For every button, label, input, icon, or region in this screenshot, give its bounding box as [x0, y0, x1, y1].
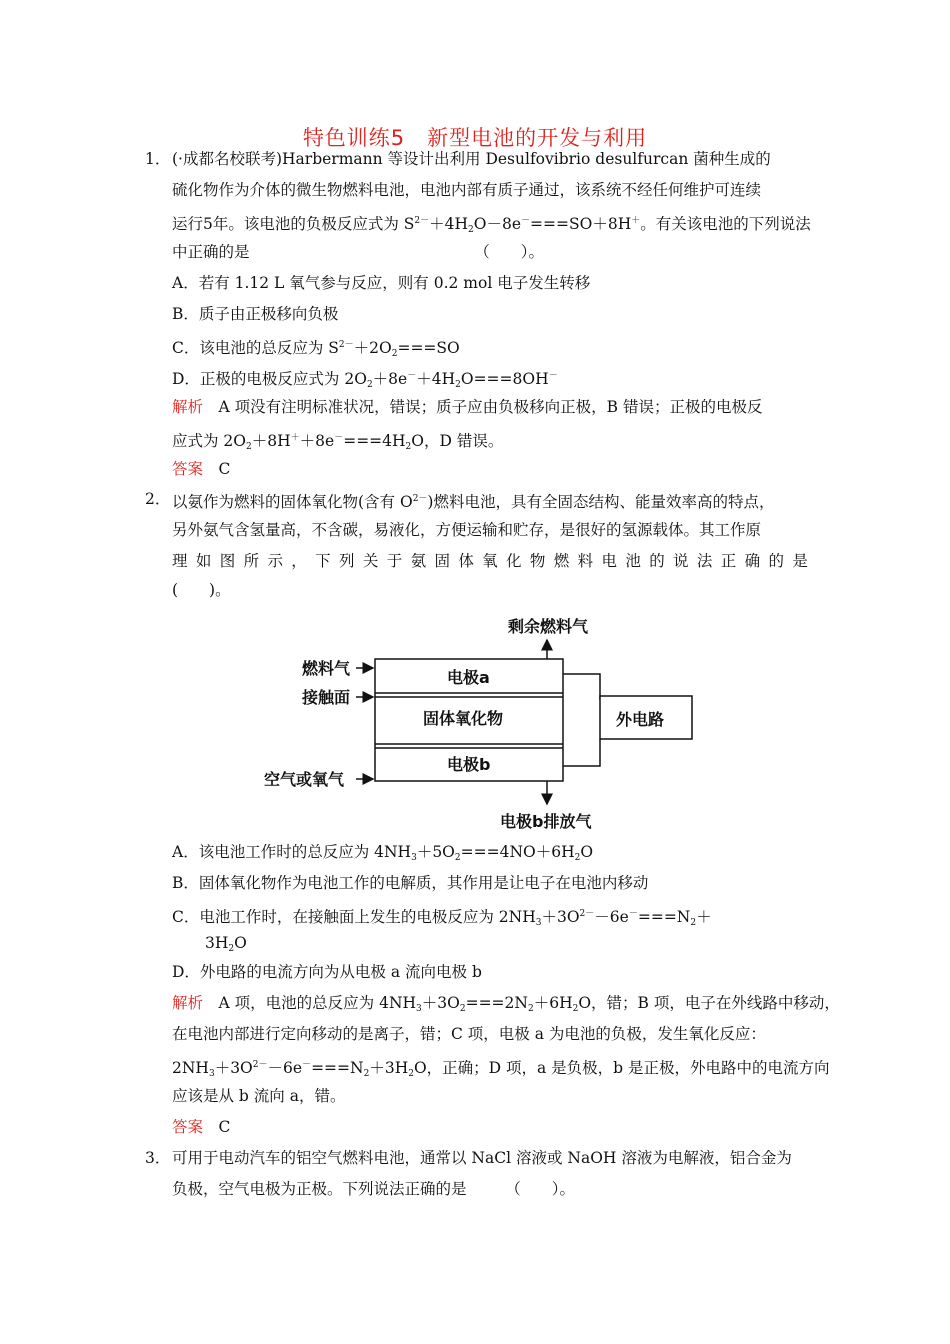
analysis: 在电池内部进行定向移动的是离子，错；C 项，电极 a 为电池的负极，发生氧化反应： — [172, 1025, 766, 1043]
question-text: 负极，空气电极为正极。下列说法正确的是 （ ）。 — [172, 1180, 576, 1198]
interface-label: 接触面 — [302, 688, 351, 707]
external-circuit-label: 外电路 — [616, 710, 665, 729]
analysis: $2NH_3+3O^{2-}-6e^-===N_2+3H_2O$，正确；D 项，a 是负极，b 是正极，外电路中的电流方向 — [172, 1059, 830, 1079]
option-c: C．该电池的总反应为 $S^{2-}+2O_2===SO$ — [172, 339, 460, 359]
option-d: D．外电路的电流方向为从电极 a 流向电极 b — [172, 963, 482, 981]
electrode-b-exhaust-label: 电极b排放气 — [500, 812, 592, 831]
option-b: B．固体氧化物作为电池工作的电解质，其作用是让电子在电池内移动 — [172, 874, 649, 892]
question-text: ( )。 — [172, 581, 231, 599]
question-text: 硫化物作为介体的微生物燃料电池，电池内部有质子通过，该系统不经任何维护可连续 — [172, 181, 762, 199]
option-c: C．电池工作时，在接触面上发生的电极反应为 $2NH_3+3O^{2-}-6e^-===N_2+$ — [172, 908, 712, 928]
page-title: 特色训练5 新型电池的开发与利用 — [302, 126, 648, 150]
fuel-cell-diagram — [260, 608, 700, 836]
question-number: 2． — [145, 490, 171, 508]
analysis: 应该是从 b 流向 a，错。 — [172, 1087, 346, 1105]
question-text: 可用于电动汽车的铝空气燃料电池，通常以 NaCl 溶液或 NaOH 溶液为电解液，铝合金为 — [172, 1149, 792, 1167]
analysis: 应式为 $2O_2+8H^++8e^-===4H_2O$，D 错误。 — [172, 432, 504, 452]
question-number: 3． — [145, 1149, 171, 1167]
question-number: 1． — [145, 150, 171, 168]
answer: 答案 C — [172, 1118, 231, 1136]
solid-oxide-label: 固体氧化物 — [423, 709, 504, 728]
option-b: B．质子由正极移向负极 — [172, 305, 339, 323]
wire-b — [563, 739, 600, 766]
electrode-b-label: 电极b — [447, 755, 491, 774]
question-text: (·成都名校联考)Harbermann 等设计出利用 Desulfovibrio desulfurcan 菌种生成的 — [172, 150, 771, 168]
option-d: D．正极的电极反应式为 $2O_2+8e^-+4H_2O===8OH^-$ — [172, 370, 558, 390]
option-c-continued: $3H_2O$ — [205, 934, 247, 954]
question-text: 以氨作为燃料的固体氧化物(含有 $O^{2-}$)燃料电池，具有全固态结构、能量效率高的特点， — [172, 493, 775, 511]
analysis: 解析 A 项，电池的总反应为 $4NH_3+3O_2===2N_2+6H_2O$，错；B 项，电子在外线路中移动， — [172, 994, 840, 1014]
electrode-a-label: 电极a — [447, 668, 490, 687]
option-a: A．若有 1.12 L 氧气参与反应，则有 0.2 mol 电子发生转移 — [172, 274, 591, 292]
answer-label: 答案 — [172, 1118, 204, 1136]
question-text: 理 如 图 所 示 ， 下 列 关 于 氨 固 体 氧 化 物 燃 料 电 池 的 说 法 正 确 的 是 — [172, 552, 808, 570]
fuel-gas-label: 燃料气 — [302, 659, 351, 678]
question-text: 另外氨气含氢量高，不含碳，易液化，方便运输和贮存，是很好的氢源载体。其工作原 — [172, 521, 762, 539]
analysis-label: 解析 — [172, 994, 204, 1012]
remaining-fuel-label: 剩余燃料气 — [508, 617, 589, 636]
answer-label: 答案 — [172, 460, 204, 478]
analysis-label: 解析 — [172, 398, 204, 416]
question-text: 中正确的是 （ ）。 — [172, 243, 545, 261]
option-a: A．该电池工作时的总反应为 $4NH_3+5O_2===4NO+6H_2O$ — [172, 843, 594, 863]
air-oxygen-label: 空气或氧气 — [264, 770, 345, 789]
question-text: 运行5年。该电池的负极反应式为 $S^{2-}+4H_2O-8e^-===SO+8H^+$。有关该电池的下列说法 — [172, 215, 811, 235]
wire-a — [563, 674, 600, 700]
answer: 答案 C — [172, 460, 231, 478]
analysis: 解析 A 项没有注明标准状况，错误；质子应由负极移向正极，B 错误；正极的电极反 — [172, 398, 763, 416]
